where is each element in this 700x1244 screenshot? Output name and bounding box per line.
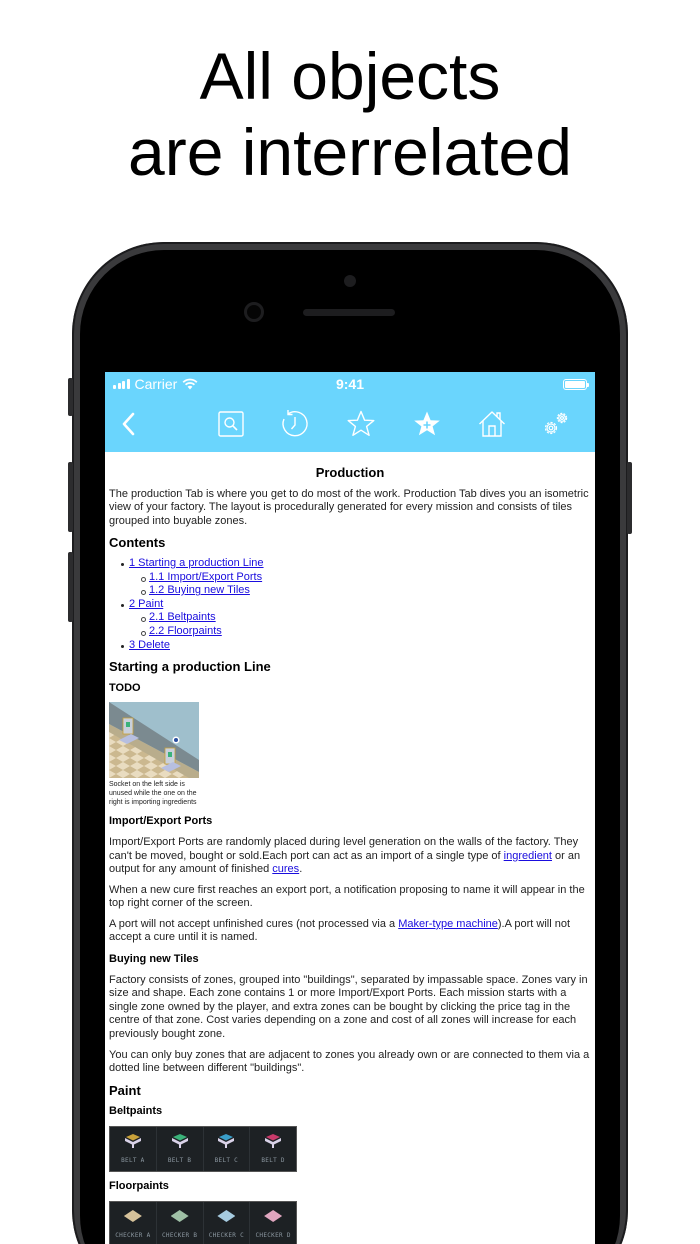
battery-icon [563,379,587,390]
ports-paragraph-2: When a new cure first reaches an export port, a notification proposing to name it will appear in the top right corner of the screen. [109,883,585,910]
add-favorite-icon [412,409,442,439]
ingredient-link[interactable]: ingredient [503,849,552,862]
paint-label: BELT A [121,1157,145,1165]
volume-up-button [68,462,73,532]
toc-item [109,625,591,639]
ports-text: ).A port will not accept a cure until it is named. [109,917,571,944]
belt-icon [264,1134,282,1148]
promo-headline [0,38,700,190]
settings-icon [540,408,572,440]
paint-label: BELT B [167,1157,192,1165]
section-heading-paint: Paint [109,1082,141,1098]
toolbar [105,396,595,452]
earpiece-speaker [303,309,395,316]
front-camera [244,302,264,322]
checker-icon [217,1210,235,1222]
floor-paint-c [204,1202,251,1244]
phone-screen [105,372,595,1244]
checker-icon [264,1210,282,1222]
toc-item [109,598,591,612]
maker-type-machine-link[interactable]: Maker-type machine [398,917,498,930]
ports-text: . [299,863,303,876]
mute-switch [68,378,73,416]
belt-paint-a [110,1127,157,1171]
beltpaints-heading: Beltpaints [109,1105,163,1118]
beltpaints-image[interactable] [109,1126,297,1172]
proximity-sensor [344,275,356,287]
factory-socket-image[interactable] [109,702,199,778]
floor-paint-d [250,1202,296,1244]
favorites-button[interactable] [343,406,379,442]
toc-item [109,639,591,653]
floor-paint-b [157,1202,204,1244]
cures-link[interactable]: cures [272,863,300,876]
carrier-label: Carrier [134,376,178,392]
toc-link-buying-new-tiles[interactable]: 1.2 Buying new Tiles [149,584,250,597]
section-heading-buying-new-tiles: Buying new Tiles [109,953,199,966]
figure-caption: Socket on the left side is unused while the one on the right is importing ingredients [109,781,197,807]
paint-label: BELT C [214,1157,239,1165]
checker-icon [171,1210,189,1222]
tiles-paragraph-1: Factory consists of zones, grouped into "buildings", separated by impassable space. Zones vary in size and shape. Each zone contains 1 or more Import/Export Ports. Each mission starts with a single zone owned by the player, and extra zones can be bought by clicking the price tag in the centre of that zone. Cost varies depending on a zone and cost of all zones will increase for each previously bought zone. [109,973,588,1041]
history-button[interactable] [277,406,313,442]
back-button[interactable] [111,406,147,442]
figure [109,702,199,807]
floor-paint-a [110,1202,157,1244]
headline-line-1: All objects [199,39,501,113]
toc-link-beltpaints[interactable]: 2.1 Beltpaints [149,611,216,624]
status-bar [105,372,595,396]
ports-text: Import/Export Ports are randomly placed during level generation on the walls of the factory. They can't be moved, bought or sold.Each port can act as an import of a single type of [109,835,579,862]
power-button [627,462,632,534]
ports-text: or an output for any amount of finished [109,849,581,876]
toc-link-floorpaints[interactable]: 2.2 Floorpaints [149,624,222,637]
ports-text: A port will not accept unfinished cures (not processed via a [109,917,399,930]
add-favorite-button[interactable] [409,406,445,442]
back-icon [119,411,139,437]
home-button[interactable] [474,406,510,442]
toc-item [109,611,591,625]
belt-paint-b [157,1127,204,1171]
toc-link-delete[interactable]: 3 Delete [129,638,170,651]
section-heading-starting-production-line: Starting a production Line [109,659,271,675]
settings-button[interactable] [538,406,574,442]
toc-link-import-export-ports[interactable]: 1.1 Import/Export Ports [149,570,263,583]
ports-paragraph-1 [109,836,591,877]
toc-item [109,571,591,585]
contents-heading: Contents [109,535,166,551]
floorpaints-image[interactable] [109,1201,297,1244]
paint-label: CHECKER A [115,1232,151,1239]
article-content [105,452,595,1244]
belt-icon [124,1134,142,1148]
search-button[interactable] [213,406,249,442]
paint-label: CHECKER C [208,1232,244,1239]
article-title: Production [315,465,385,480]
toc-item [109,584,591,598]
belt-paint-c [204,1127,251,1171]
favorites-icon [346,409,376,439]
paint-label: BELT D [261,1157,285,1165]
paint-label: CHECKER B [162,1232,198,1239]
home-icon [477,409,507,439]
section-heading-import-export-ports: Import/Export Ports [109,815,213,828]
ports-paragraph-3 [109,918,591,945]
toc-item [109,557,591,571]
article-intro: The production Tab is where you get to do most of the work. Production Tab dives you an isometric view of your factory. The layout is procedurally generated for every mission and consists of tiles grouped into buyable zones. [109,487,589,527]
volume-down-button [68,552,73,622]
history-icon [279,408,311,440]
tiles-paragraph-2: You can only buy zones that are adjacent to zones you already own or are connected to them via a dotted line between different "buildings". [109,1048,590,1075]
toc-link-paint[interactable]: 2 Paint [129,597,164,610]
todo-heading: TODO [109,681,141,694]
floorpaints-heading: Floorpaints [109,1180,169,1192]
table-of-contents [109,557,591,652]
checker-icon [124,1210,142,1222]
paint-label: CHECKER D [255,1232,291,1239]
belt-icon [171,1134,189,1148]
belt-icon [217,1134,235,1148]
belt-paint-d [250,1127,296,1171]
toc-link-starting-production-line[interactable]: 1 Starting a production Line [129,556,264,569]
search-icon [217,410,245,438]
headline-line-2: are interrelated [128,115,572,189]
status-time: 9:41 [335,376,365,392]
